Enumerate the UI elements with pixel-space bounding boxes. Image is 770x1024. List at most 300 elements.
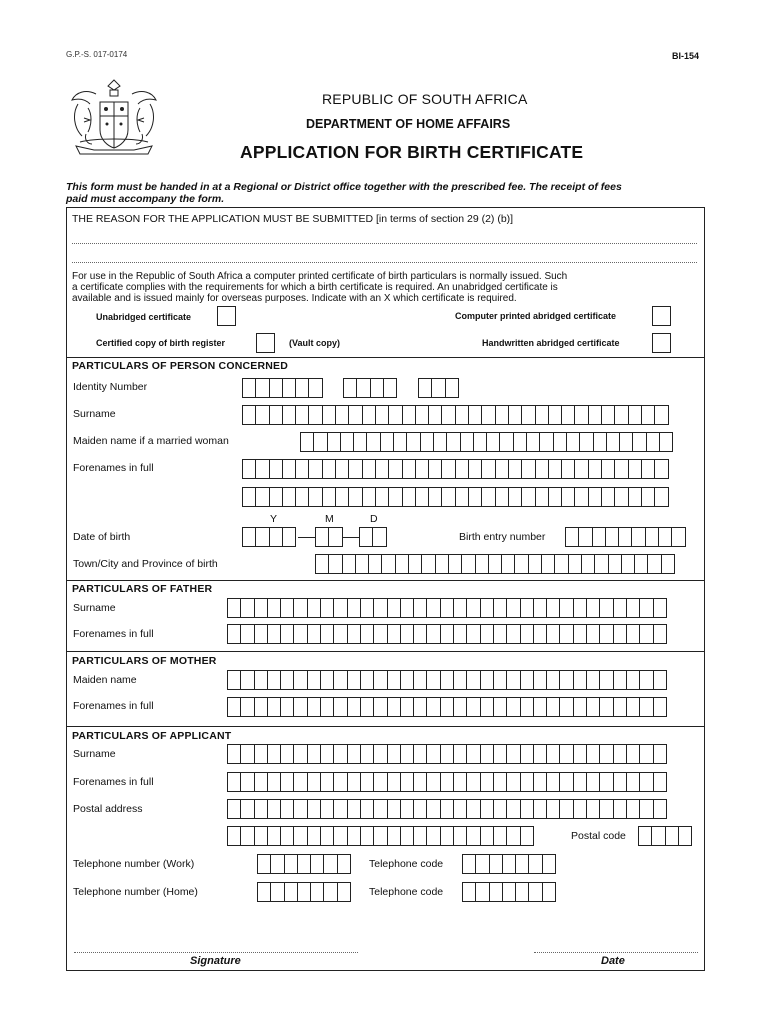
character-cell[interactable] (481, 405, 495, 425)
postal-address-boxes-1[interactable] (227, 799, 666, 819)
character-cell[interactable] (453, 772, 467, 792)
character-cell[interactable] (254, 744, 268, 764)
character-cell[interactable] (638, 826, 652, 846)
character-cell[interactable] (227, 624, 241, 644)
character-cell[interactable] (533, 799, 547, 819)
dob-day-boxes[interactable] (359, 527, 386, 547)
character-cell[interactable] (613, 670, 627, 690)
character-cell[interactable] (480, 744, 494, 764)
character-cell[interactable] (343, 378, 357, 398)
character-cell[interactable] (466, 826, 480, 846)
character-cell[interactable] (493, 624, 507, 644)
character-cell[interactable] (355, 554, 369, 574)
character-cell[interactable] (347, 826, 361, 846)
character-cell[interactable] (255, 405, 269, 425)
character-cell[interactable] (328, 527, 342, 547)
character-cell[interactable] (280, 826, 294, 846)
character-cell[interactable] (513, 432, 527, 452)
birth-entry-boxes[interactable] (565, 527, 685, 547)
character-cell[interactable] (368, 554, 382, 574)
character-cell[interactable] (333, 826, 347, 846)
character-cell[interactable] (267, 799, 281, 819)
character-cell[interactable] (613, 598, 627, 618)
character-cell[interactable] (588, 405, 602, 425)
character-cell[interactable] (387, 697, 401, 717)
character-cell[interactable] (588, 487, 602, 507)
character-cell[interactable] (428, 459, 442, 479)
reason-line-2[interactable] (72, 262, 697, 263)
identity-boxes-1[interactable] (242, 378, 322, 398)
character-cell[interactable] (573, 697, 587, 717)
character-cell[interactable] (269, 487, 283, 507)
character-cell[interactable] (356, 378, 370, 398)
character-cell[interactable] (446, 432, 460, 452)
character-cell[interactable] (515, 854, 529, 874)
character-cell[interactable] (362, 405, 376, 425)
character-cell[interactable] (565, 527, 579, 547)
character-cell[interactable] (601, 487, 615, 507)
character-cell[interactable] (320, 624, 334, 644)
character-cell[interactable] (481, 487, 495, 507)
character-cell[interactable] (320, 826, 334, 846)
character-cell[interactable] (413, 624, 427, 644)
character-cell[interactable] (548, 405, 562, 425)
character-cell[interactable] (588, 459, 602, 479)
character-cell[interactable] (240, 772, 254, 792)
character-cell[interactable] (387, 772, 401, 792)
character-cell[interactable] (641, 459, 655, 479)
character-cell[interactable] (360, 744, 374, 764)
character-cell[interactable] (323, 854, 337, 874)
character-cell[interactable] (372, 527, 386, 547)
character-cell[interactable] (548, 459, 562, 479)
character-cell[interactable] (574, 405, 588, 425)
character-cell[interactable] (559, 744, 573, 764)
character-cell[interactable] (654, 405, 668, 425)
character-cell[interactable] (373, 826, 387, 846)
character-cell[interactable] (528, 882, 542, 902)
character-cell[interactable] (255, 378, 269, 398)
character-cell[interactable] (373, 624, 387, 644)
character-cell[interactable] (418, 378, 432, 398)
character-cell[interactable] (546, 772, 560, 792)
character-cell[interactable] (468, 487, 482, 507)
character-cell[interactable] (307, 697, 321, 717)
character-cell[interactable] (440, 772, 454, 792)
character-cell[interactable] (626, 744, 640, 764)
character-cell[interactable] (428, 487, 442, 507)
character-cell[interactable] (535, 487, 549, 507)
character-cell[interactable] (586, 624, 600, 644)
character-cell[interactable] (632, 432, 646, 452)
character-cell[interactable] (280, 697, 294, 717)
character-cell[interactable] (373, 772, 387, 792)
character-cell[interactable] (480, 799, 494, 819)
character-cell[interactable] (360, 624, 374, 644)
character-cell[interactable] (242, 459, 256, 479)
character-cell[interactable] (320, 772, 334, 792)
character-cell[interactable] (284, 854, 298, 874)
character-cell[interactable] (308, 405, 322, 425)
character-cell[interactable] (360, 772, 374, 792)
character-cell[interactable] (267, 744, 281, 764)
character-cell[interactable] (475, 882, 489, 902)
character-cell[interactable] (520, 799, 534, 819)
character-cell[interactable] (566, 432, 580, 452)
character-cell[interactable] (493, 697, 507, 717)
character-cell[interactable] (455, 459, 469, 479)
handwritten-checkbox[interactable] (652, 333, 671, 353)
character-cell[interactable] (333, 598, 347, 618)
character-cell[interactable] (360, 670, 374, 690)
character-cell[interactable] (426, 772, 440, 792)
character-cell[interactable] (533, 598, 547, 618)
character-cell[interactable] (360, 598, 374, 618)
character-cell[interactable] (342, 554, 356, 574)
character-cell[interactable] (520, 744, 534, 764)
character-cell[interactable] (362, 487, 376, 507)
character-cell[interactable] (466, 598, 480, 618)
character-cell[interactable] (402, 487, 416, 507)
character-cell[interactable] (561, 487, 575, 507)
character-cell[interactable] (639, 799, 653, 819)
character-cell[interactable] (426, 697, 440, 717)
character-cell[interactable] (375, 405, 389, 425)
character-cell[interactable] (599, 670, 613, 690)
character-cell[interactable] (453, 826, 467, 846)
character-cell[interactable] (282, 405, 296, 425)
character-cell[interactable] (440, 624, 454, 644)
character-cell[interactable] (559, 772, 573, 792)
character-cell[interactable] (453, 670, 467, 690)
character-cell[interactable] (400, 772, 414, 792)
character-cell[interactable] (373, 697, 387, 717)
character-cell[interactable] (533, 697, 547, 717)
character-cell[interactable] (293, 799, 307, 819)
character-cell[interactable] (426, 799, 440, 819)
character-cell[interactable] (520, 697, 534, 717)
character-cell[interactable] (320, 744, 334, 764)
tel-code-work-boxes[interactable] (462, 854, 555, 874)
character-cell[interactable] (546, 624, 560, 644)
character-cell[interactable] (388, 487, 402, 507)
character-cell[interactable] (426, 744, 440, 764)
character-cell[interactable] (526, 432, 540, 452)
character-cell[interactable] (506, 697, 520, 717)
character-cell[interactable] (453, 697, 467, 717)
character-cell[interactable] (653, 744, 667, 764)
character-cell[interactable] (645, 527, 659, 547)
character-cell[interactable] (269, 459, 283, 479)
tel-home-boxes[interactable] (257, 882, 350, 902)
character-cell[interactable] (421, 554, 435, 574)
character-cell[interactable] (413, 826, 427, 846)
character-cell[interactable] (280, 744, 294, 764)
character-cell[interactable] (375, 487, 389, 507)
applicant-forenames-boxes[interactable] (227, 772, 666, 792)
character-cell[interactable] (348, 487, 362, 507)
character-cell[interactable] (337, 882, 351, 902)
character-cell[interactable] (628, 405, 642, 425)
character-cell[interactable] (626, 624, 640, 644)
character-cell[interactable] (466, 744, 480, 764)
character-cell[interactable] (440, 826, 454, 846)
character-cell[interactable] (453, 598, 467, 618)
character-cell[interactable] (533, 772, 547, 792)
character-cell[interactable] (515, 882, 529, 902)
character-cell[interactable] (508, 487, 522, 507)
character-cell[interactable] (528, 854, 542, 874)
character-cell[interactable] (267, 772, 281, 792)
character-cell[interactable] (546, 670, 560, 690)
character-cell[interactable] (586, 697, 600, 717)
character-cell[interactable] (333, 744, 347, 764)
character-cell[interactable] (240, 624, 254, 644)
character-cell[interactable] (651, 826, 665, 846)
dob-month-boxes[interactable] (315, 527, 342, 547)
character-cell[interactable] (466, 670, 480, 690)
character-cell[interactable] (631, 527, 645, 547)
character-cell[interactable] (293, 697, 307, 717)
character-cell[interactable] (310, 882, 324, 902)
character-cell[interactable] (240, 697, 254, 717)
character-cell[interactable] (521, 405, 535, 425)
character-cell[interactable] (282, 487, 296, 507)
character-cell[interactable] (295, 405, 309, 425)
character-cell[interactable] (323, 882, 337, 902)
character-cell[interactable] (254, 772, 268, 792)
character-cell[interactable] (380, 432, 394, 452)
character-cell[interactable] (628, 459, 642, 479)
character-cell[interactable] (480, 697, 494, 717)
character-cell[interactable] (280, 670, 294, 690)
character-cell[interactable] (415, 405, 429, 425)
character-cell[interactable] (347, 744, 361, 764)
character-cell[interactable] (593, 432, 607, 452)
character-cell[interactable] (393, 432, 407, 452)
character-cell[interactable] (315, 527, 329, 547)
mother-forenames-boxes[interactable] (227, 697, 666, 717)
character-cell[interactable] (559, 598, 573, 618)
character-cell[interactable] (561, 405, 575, 425)
character-cell[interactable] (606, 432, 620, 452)
character-cell[interactable] (322, 487, 336, 507)
character-cell[interactable] (506, 799, 520, 819)
character-cell[interactable] (579, 432, 593, 452)
character-cell[interactable] (297, 882, 311, 902)
character-cell[interactable] (448, 554, 462, 574)
character-cell[interactable] (653, 772, 667, 792)
character-cell[interactable] (270, 882, 284, 902)
character-cell[interactable] (559, 624, 573, 644)
character-cell[interactable] (227, 744, 241, 764)
character-cell[interactable] (501, 554, 515, 574)
character-cell[interactable] (514, 554, 528, 574)
character-cell[interactable] (506, 826, 520, 846)
character-cell[interactable] (400, 697, 414, 717)
character-cell[interactable] (307, 598, 321, 618)
character-cell[interactable] (539, 432, 553, 452)
character-cell[interactable] (626, 697, 640, 717)
character-cell[interactable] (320, 598, 334, 618)
character-cell[interactable] (586, 799, 600, 819)
character-cell[interactable] (653, 697, 667, 717)
character-cell[interactable] (639, 598, 653, 618)
character-cell[interactable] (639, 624, 653, 644)
character-cell[interactable] (335, 459, 349, 479)
character-cell[interactable] (257, 882, 271, 902)
town-boxes[interactable] (315, 554, 674, 574)
character-cell[interactable] (533, 624, 547, 644)
character-cell[interactable] (653, 598, 667, 618)
character-cell[interactable] (599, 598, 613, 618)
character-cell[interactable] (227, 772, 241, 792)
character-cell[interactable] (387, 799, 401, 819)
identity-boxes-2[interactable] (343, 378, 396, 398)
character-cell[interactable] (475, 854, 489, 874)
character-cell[interactable] (255, 527, 269, 547)
character-cell[interactable] (574, 459, 588, 479)
character-cell[interactable] (362, 459, 376, 479)
character-cell[interactable] (408, 554, 422, 574)
character-cell[interactable] (493, 772, 507, 792)
character-cell[interactable] (654, 459, 668, 479)
character-cell[interactable] (293, 744, 307, 764)
person-surname-boxes[interactable] (242, 405, 668, 425)
character-cell[interactable] (480, 670, 494, 690)
character-cell[interactable] (475, 554, 489, 574)
character-cell[interactable] (310, 854, 324, 874)
character-cell[interactable] (586, 772, 600, 792)
character-cell[interactable] (400, 744, 414, 764)
character-cell[interactable] (521, 459, 535, 479)
character-cell[interactable] (347, 772, 361, 792)
character-cell[interactable] (520, 772, 534, 792)
character-cell[interactable] (293, 772, 307, 792)
character-cell[interactable] (383, 378, 397, 398)
character-cell[interactable] (440, 697, 454, 717)
character-cell[interactable] (333, 799, 347, 819)
character-cell[interactable] (293, 624, 307, 644)
character-cell[interactable] (561, 459, 575, 479)
character-cell[interactable] (300, 432, 314, 452)
character-cell[interactable] (506, 772, 520, 792)
character-cell[interactable] (335, 487, 349, 507)
character-cell[interactable] (499, 432, 513, 452)
character-cell[interactable] (240, 598, 254, 618)
character-cell[interactable] (647, 554, 661, 574)
character-cell[interactable] (426, 624, 440, 644)
character-cell[interactable] (480, 826, 494, 846)
character-cell[interactable] (489, 882, 503, 902)
character-cell[interactable] (659, 432, 673, 452)
character-cell[interactable] (619, 432, 633, 452)
character-cell[interactable] (453, 744, 467, 764)
character-cell[interactable] (521, 487, 535, 507)
character-cell[interactable] (641, 487, 655, 507)
character-cell[interactable] (502, 882, 516, 902)
character-cell[interactable] (621, 554, 635, 574)
character-cell[interactable] (333, 670, 347, 690)
character-cell[interactable] (254, 697, 268, 717)
character-cell[interactable] (461, 554, 475, 574)
character-cell[interactable] (559, 799, 573, 819)
character-cell[interactable] (608, 554, 622, 574)
character-cell[interactable] (402, 459, 416, 479)
character-cell[interactable] (486, 432, 500, 452)
character-cell[interactable] (381, 554, 395, 574)
character-cell[interactable] (413, 697, 427, 717)
character-cell[interactable] (466, 799, 480, 819)
character-cell[interactable] (441, 459, 455, 479)
character-cell[interactable] (313, 432, 327, 452)
character-cell[interactable] (282, 527, 296, 547)
character-cell[interactable] (375, 459, 389, 479)
character-cell[interactable] (267, 670, 281, 690)
character-cell[interactable] (387, 744, 401, 764)
character-cell[interactable] (297, 854, 311, 874)
character-cell[interactable] (282, 459, 296, 479)
character-cell[interactable] (308, 459, 322, 479)
character-cell[interactable] (639, 670, 653, 690)
character-cell[interactable] (573, 799, 587, 819)
character-cell[interactable] (227, 598, 241, 618)
character-cell[interactable] (495, 487, 509, 507)
character-cell[interactable] (520, 598, 534, 618)
character-cell[interactable] (267, 697, 281, 717)
character-cell[interactable] (573, 598, 587, 618)
character-cell[interactable] (373, 799, 387, 819)
character-cell[interactable] (347, 624, 361, 644)
character-cell[interactable] (614, 405, 628, 425)
character-cell[interactable] (293, 670, 307, 690)
character-cell[interactable] (573, 772, 587, 792)
character-cell[interactable] (255, 459, 269, 479)
character-cell[interactable] (400, 799, 414, 819)
character-cell[interactable] (267, 598, 281, 618)
character-cell[interactable] (387, 670, 401, 690)
character-cell[interactable] (295, 487, 309, 507)
character-cell[interactable] (468, 459, 482, 479)
character-cell[interactable] (573, 624, 587, 644)
character-cell[interactable] (254, 799, 268, 819)
applicant-surname-boxes[interactable] (227, 744, 666, 764)
character-cell[interactable] (360, 697, 374, 717)
character-cell[interactable] (335, 405, 349, 425)
character-cell[interactable] (453, 624, 467, 644)
character-cell[interactable] (373, 744, 387, 764)
character-cell[interactable] (574, 487, 588, 507)
character-cell[interactable] (360, 799, 374, 819)
character-cell[interactable] (269, 527, 283, 547)
character-cell[interactable] (327, 432, 341, 452)
character-cell[interactable] (466, 697, 480, 717)
character-cell[interactable] (295, 378, 309, 398)
character-cell[interactable] (614, 487, 628, 507)
character-cell[interactable] (508, 405, 522, 425)
character-cell[interactable] (400, 598, 414, 618)
character-cell[interactable] (428, 405, 442, 425)
character-cell[interactable] (420, 432, 434, 452)
character-cell[interactable] (573, 670, 587, 690)
character-cell[interactable] (641, 405, 655, 425)
character-cell[interactable] (402, 405, 416, 425)
character-cell[interactable] (493, 598, 507, 618)
character-cell[interactable] (426, 826, 440, 846)
character-cell[interactable] (415, 487, 429, 507)
character-cell[interactable] (388, 405, 402, 425)
character-cell[interactable] (328, 554, 342, 574)
